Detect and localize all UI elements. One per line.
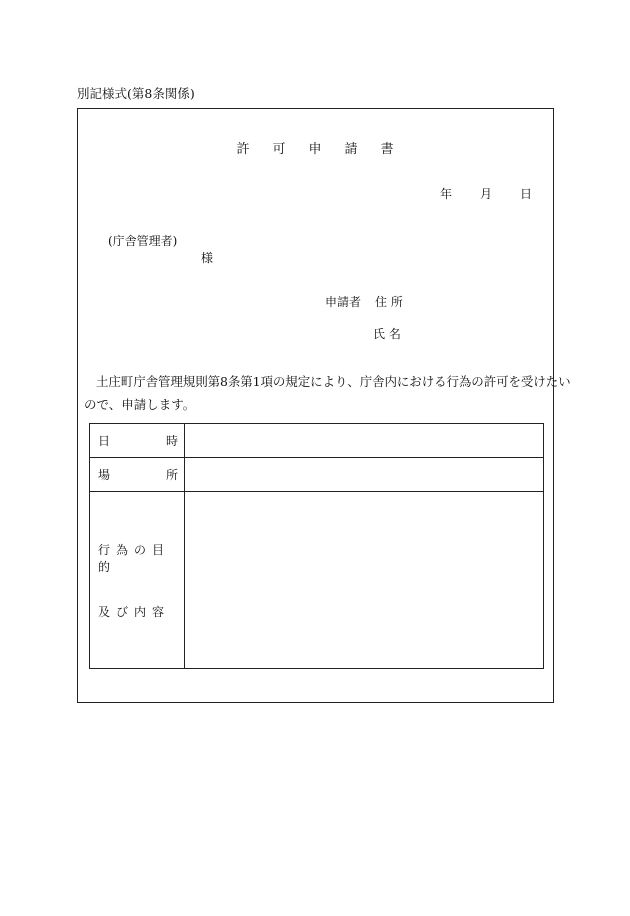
field-purpose[interactable] (185, 492, 544, 669)
title-char: 許 (236, 142, 250, 157)
title-char: 書 (380, 142, 394, 157)
row-purpose (90, 492, 544, 669)
statement-line-2: ので、申請します。 (84, 397, 196, 412)
label-place (90, 458, 185, 492)
label-datetime (90, 424, 185, 458)
addressee: (庁舎管理者) (108, 234, 178, 248)
label-char: 場 (98, 468, 111, 482)
applicant-address-row (325, 293, 403, 310)
label-char: 時 (165, 434, 178, 448)
label-char: 所 (165, 468, 178, 482)
field-datetime[interactable] (185, 424, 544, 458)
title-char: 請 (344, 142, 358, 157)
honorific: 様 (201, 251, 214, 265)
form-title (0, 138, 630, 157)
date-line (440, 185, 532, 202)
title-char: 可 (272, 142, 286, 157)
statement-line-1: 土庄町庁舎管理規則第8条第1項の規定により、庁舎内における行為の許可を受けたい (96, 374, 571, 389)
name-label: 氏 名 (373, 327, 401, 341)
address-label: 住 所 (375, 295, 403, 309)
date-year: 年 (440, 187, 453, 201)
purpose-label-line-2: 及び内容 (98, 604, 171, 619)
date-day: 日 (520, 187, 533, 201)
row-datetime (90, 424, 544, 458)
label-char: 日 (98, 434, 111, 448)
request-statement (84, 370, 571, 416)
date-month: 月 (480, 187, 493, 201)
row-place (90, 458, 544, 492)
field-place[interactable] (185, 458, 544, 492)
title-char: 申 (308, 142, 322, 157)
applicant-name-row (373, 325, 401, 342)
form-caption: 別記様式(第8条関係) (77, 86, 195, 101)
applicant-label: 申請者 (325, 295, 362, 309)
purpose-label-line-1: 行為の目的 (98, 542, 171, 574)
detail-table (89, 423, 544, 669)
label-purpose (90, 492, 185, 669)
